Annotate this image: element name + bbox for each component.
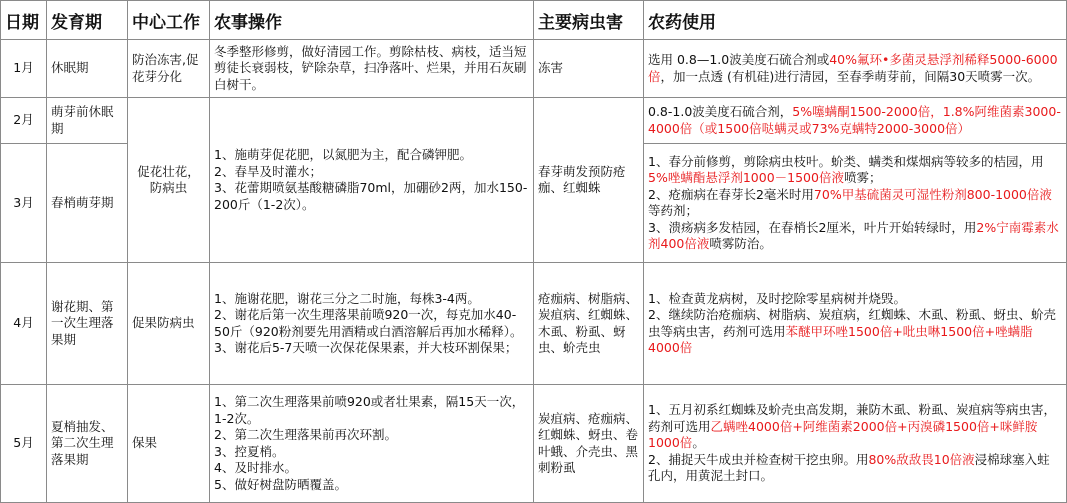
pesticide-line [648,220,1062,253]
cell-month[interactable]: 5月 [1,385,47,503]
pesticide-line [648,307,1062,357]
pesticide-highlight: 70%甲基硫菌灵可湿性粉剂800-1000倍液 [813,186,1052,202]
cell-pest[interactable]: 疮痂病、树脂病、炭疽病、红蜘蛛、木虱、粉虱、蚜虫、蚧壳虫 [534,263,644,385]
pesticide-line [648,452,1062,485]
pesticide-text: 2、疮痂病在春芽长2毫米时用 [648,186,814,202]
ops-line: 1、施萌芽促花肥，以氮肥为主，配合磷钾肥。 [214,147,472,162]
pesticide-highlight: 80%敌敌畏10倍液 [868,451,975,467]
cell-stage[interactable]: 春梢萌芽期 [47,144,128,263]
header-focus[interactable]: 中心工作 [128,1,210,40]
cell-ops[interactable]: 冬季整形修剪，做好清园工作。剪除枯枝、病枝，适当短剪徒长衰弱枝，铲除杂草，扫净落叶、烂果，并用石灰刷白树干。 [210,40,534,98]
ops-line: 2、谢花后第一次生理落果前喷920一次，每克加水40-50斤（920粉剂要先用酒精或白酒溶解后再加水稀释）。 [214,307,523,339]
ops-line: 1、第二次生理落果前喷920或者壮果素，隔15天一次，1-2次。 [214,394,525,426]
pesticide-text: 喷雾； [843,170,882,185]
cell-stage[interactable]: 谢花期、第一次生理落果期 [47,263,128,385]
ops-line: 3、控夏梢。 [214,443,285,459]
ops-line: 3、谢花后5-7天喷一次保花保果素，并大枝环割保果； [214,340,518,355]
cell-stage[interactable]: 萌芽前休眠期 [47,98,128,144]
pesticide-highlight: 40%氟环•多菌灵悬浮剂稀释5000-6000倍 [648,52,1058,84]
cell-ops[interactable] [210,263,534,385]
ops-line: 2、第二次生理落果前再次环割。 [214,427,397,442]
pesticide-highlight: 苯醚甲环唑1500倍+吡虫啉1500倍+唑螨脂4000倍 [648,323,1033,355]
cell-month[interactable]: 1月 [1,40,47,98]
pesticide-text: ，加一点透 (有机硅)进行清园，至春季萌芽前，间隔30天喷雾一次。 [660,68,1041,84]
pesticide-highlight: 5%唑螨酯悬浮剂1000－1500倍液 [648,170,844,185]
cell-pesticide[interactable] [644,98,1067,144]
pesticide-line [648,187,1062,220]
cell-ops[interactable] [210,98,534,263]
header-date[interactable]: 日期 [1,1,47,40]
cell-stage[interactable]: 休眠期 [47,40,128,98]
header-row [1,1,1067,40]
cell-focus[interactable]: 促果防病虫 [128,263,210,385]
header-stage[interactable]: 发育期 [47,1,128,40]
pesticide-text: 喷雾防治。 [709,236,772,251]
table-row [1,40,1067,98]
cell-pesticide[interactable] [644,144,1067,263]
cell-stage[interactable]: 夏梢抽发、第二次生理落果期 [47,385,128,503]
cell-month[interactable]: 4月 [1,263,47,385]
pesticide-text: 1、五月初系红蜘蛛及蚧壳虫高发期，兼防木虱、粉虱、炭疽病等病虫害，药剂可选用 [648,402,1056,434]
cell-pest[interactable]: 炭疽病、疮痂病、红蜘蛛、蚜虫、卷叶蛾、介壳虫、黑刺粉虱 [534,385,644,503]
table-row [1,263,1067,385]
pesticide-line [648,402,1062,452]
ops-line: 3、花蕾期喷氨基酸糖磷脂70ml，加硼砂2两，加水150-200斤（1-2次）。 [214,180,528,212]
pesticide-text: 2、捕捉天牛成虫并检查树干挖虫卵。用 [648,451,869,467]
pesticide-text: 等药剂； [648,203,699,218]
header-pesticide[interactable]: 农药使用 [644,1,1067,40]
pesticide-text: 1、春分前修剪，剪除病虫枝叶。蚧类、螨类和煤烟病等较多的桔园，用 [648,153,1044,169]
cell-pest[interactable]: 春芽萌发预防疮痂、红蜘蛛 [534,98,644,263]
pesticide-text: 3、溃疡病多发桔园，在春梢长2厘米，叶片开始转绿时，用 [648,219,977,235]
pesticide-text: 。 [692,435,705,451]
pesticide-text: 0.8-1.0波美度石硫合剂， [648,104,793,119]
pesticide-highlight: 5%噻螨酮1500-2000倍，1.8%阿维菌素3000-4000倍（或1500倍哒螨灵或73%克螨特2000-3000倍） [648,104,1061,136]
cell-pesticide[interactable] [644,385,1067,503]
pesticide-highlight: 乙螨唑4000倍+阿维菌素2000倍+丙溴磷1500倍+咪鲜胺1000倍 [648,418,1038,451]
pesticide-text: 2、继续防治疮痂病、树脂病、炭疽病，红蜘蛛、木虱、粉虱、蚜虫、蚧壳虫等病虫害，药剂可选用 [648,307,1056,339]
cell-focus[interactable]: 防治冻害,促花芽分化 [128,40,210,98]
ops-line: 5、做好树盘防晒覆盖。 [214,476,347,492]
pesticide-highlight: 2%宁南霉素水剂400倍液 [648,219,1059,251]
pesticide-text: 选用 0.8—1.0波美度石硫合剂或 [648,52,830,67]
cell-ops[interactable] [210,385,534,503]
cell-month[interactable]: 2月 [1,98,47,144]
pesticide-line [648,154,1062,187]
ops-line: 2、春旱及时灌水； [214,163,322,179]
pesticide-line: 1、检查黄龙病树，及时挖除零星病树并烧毁。 [648,290,906,306]
cell-pesticide[interactable] [644,40,1067,98]
cell-pesticide[interactable] [644,263,1067,385]
header-pest[interactable]: 主要病虫害 [534,1,644,40]
table-row [1,385,1067,503]
table-row [1,98,1067,144]
header-ops[interactable]: 农事操作 [210,1,534,40]
pesticide-text: 浸棉球塞入蛀孔内，用黄泥土封口。 [648,451,1050,484]
cell-pest[interactable]: 冻害 [534,40,644,98]
cell-focus[interactable]: 促花壮花，防病虫 [128,98,210,263]
cell-focus[interactable]: 保果 [128,385,210,503]
ops-line: 4、及时排水。 [214,460,297,475]
cell-month[interactable]: 3月 [1,144,47,263]
ops-line: 1、施谢花肥，谢花三分之二时施，每株3-4两。 [214,290,480,306]
